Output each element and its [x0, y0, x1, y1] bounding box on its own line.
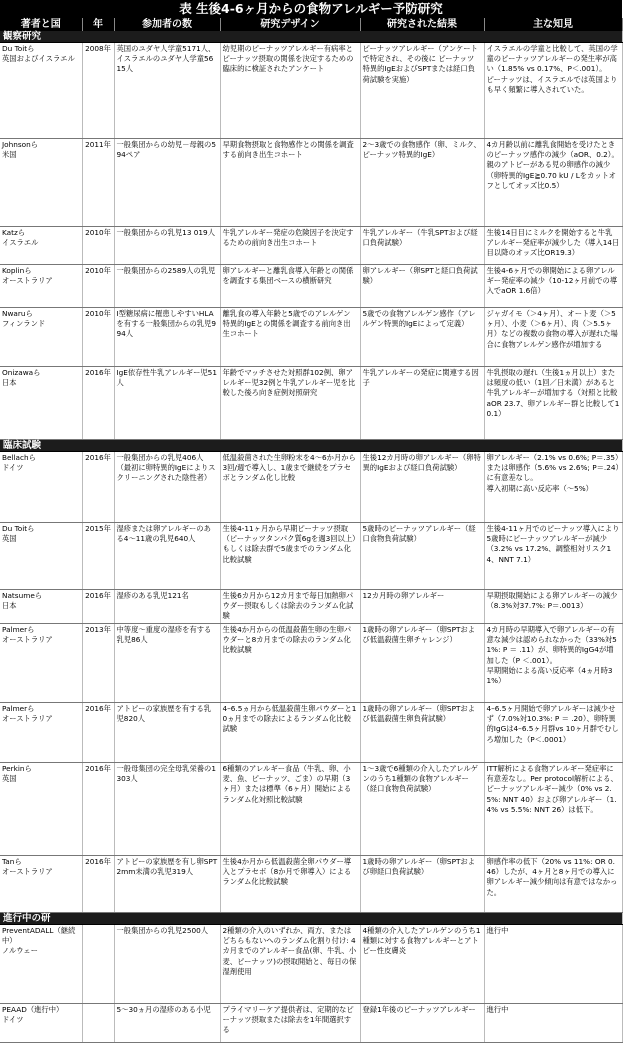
cell-participants: アトピーの家族歴を有し卵SPT2mm未満の乳児319人 [114, 856, 220, 913]
cell-design: 生後4か月から低温殺菌全卵パウダー導入とプラセボ（8か月で卵導入）によるランダム化比較試験 [220, 856, 360, 913]
cell-findings: 卵アレルギー（2.1% vs 0.6%; P＝.35）または卵感作（5.6% vs 2.6%; P＝.24）に有意差なし。 導入初期に高い反応率（～5%） [484, 452, 622, 523]
table-row [0, 856, 622, 913]
cell-author: Nwaruら フィンランド [0, 308, 82, 367]
cell-participants: 中等度～重度の湿疹を有する乳児86人 [114, 624, 220, 703]
cell-participants: 英国のユダヤ人学童5171人、イスラエルのユダヤ人学童5615人 [114, 43, 220, 139]
table-row [0, 452, 622, 523]
cell-findings: 生後14日目にミルクを開始すると牛乳アレルギー発症率が減少した（導入14日目以降のオッズ比OR19.3） [484, 227, 622, 265]
cell-author: Bellachら ドイツ [0, 452, 82, 523]
table-row [0, 227, 622, 265]
cell-outcome: 4種類の介入したアレルゲンのうち1種類に対する食物アレルギーとアトピー性皮膚炎 [360, 925, 484, 1004]
cell-year: 2010年 [82, 227, 114, 265]
cell-participants: 湿疹のある乳児121名 [114, 590, 220, 624]
cell-year: 2015年 [82, 523, 114, 590]
cell-year: 2016年 [82, 856, 114, 913]
table-row [0, 703, 622, 763]
table-row [0, 925, 622, 1004]
cell-design: 生後6カ月から12カ月まで毎日加熱卵パウダー摂取もしくは除去のランダム化試験 [220, 590, 360, 624]
cell-participants: I型糖尿病に罹患しやすいHLAを有する一般集団からの乳児994人 [114, 308, 220, 367]
cell-year: 2008年 [82, 43, 114, 139]
section-label: 臨床試験 [0, 440, 622, 452]
cell-author: Koplinら オーストラリア [0, 265, 82, 308]
header-participants: 参加者の数 [114, 18, 220, 31]
cell-findings: 牛乳摂取の遅れ（生後1ヵ月以上）または頻度の低い（1回／日未満）があると牛乳アレルギーが増加する（対照と比較 aOR 23.7、卵アレルギー群と比較して10.1） [484, 367, 622, 440]
cell-findings: 4カ月齢以前に離乳食開始を受けたときのピーナッツ感作の減少（aOR、0.2）。 親のアトピーがある児の卵感作の減少（卵特異的IgE≧0.70 kU / Lをカットオフとしてオッズ比0.5） [484, 139, 622, 227]
section-label: 進行中の研 [0, 913, 622, 925]
cell-findings: 4カ月時の早期導入で卵アレルギーの有意な減少は認められなかった（33%対51%: P ＝ .11）が、卵特異的IgG4が増加した（P ＜.001）。 早期開始による高い反応率（4ヵ月時31%） [484, 624, 622, 703]
header-year: 年 [82, 18, 114, 31]
cell-outcome: ピーナッツアレルギー（アンケートで特定され、その後に ピーナッツ特異的IgEおよびSPTまたは経口負荷試験を実施） [360, 43, 484, 139]
cell-author: Onizawaら 日本 [0, 367, 82, 440]
cell-findings: 早期摂取開始による卵アレルギーの減少（8.3%対37.7%: P＝.0013） [484, 590, 622, 624]
cell-findings: イスラエルの学童と比較して、英国の学童のピーナッツアレルギーの発生率が高い（1.85% vs 0.17%、P＜.001）。 ピーナッツは、イスラエルでは英国よりも早く頻繁に導入されていた。 [484, 43, 622, 139]
table-row [0, 139, 622, 227]
table-row [0, 590, 622, 624]
cell-participants: アトピーの家族歴を有する乳児820人 [114, 703, 220, 763]
table-row [0, 265, 622, 308]
cell-author: PEAAD（進行中） ドイツ [0, 1004, 82, 1043]
table-row [0, 624, 622, 703]
header-outcome: 研究された結果 [360, 18, 484, 31]
cell-outcome: 1歳時の卵アレルギー（卵SPTおよび卵経口負荷試験） [360, 856, 484, 913]
cell-author: Johnsonら 米国 [0, 139, 82, 227]
cell-year: 2016年 [82, 590, 114, 624]
cell-outcome: 牛乳アレルギーの発症に関連する因子 [360, 367, 484, 440]
cell-author: Du Toitら 英国およびイスラエル [0, 43, 82, 139]
cell-design: 生後4-11ヶ月から早期ピーナッツ摂取（ピーナッツタンパク質6gを週3回以上）もしくは除去群で5歳までのランダム化比較試験 [220, 523, 360, 590]
cell-outcome: 牛乳アレルギー（牛乳SPTおよび経口負荷試験） [360, 227, 484, 265]
cell-findings: 4–6.5ヶ月開始で卵アレルギーは減少せず（7.0%対10.3%: P ＝ .20）、卵特異的IgGは4–6.5ヶ月群vs 10ヶ月群でむしろ増加した（P＜.0001） [484, 703, 622, 763]
cell-participants: 一般集団からの乳児13 019人 [114, 227, 220, 265]
table-row [0, 763, 622, 856]
cell-design: プライマリーケア提供者は、定期的なピーナッツ摂取または除去を1年間選択する [220, 1004, 360, 1043]
cell-findings: 進行中 [484, 925, 622, 1004]
cell-author: Palmerら オーストラリア [0, 703, 82, 763]
cell-participants: 一般集団からの幼児－母親の594ペア [114, 139, 220, 227]
cell-design: 離乳食の導入年齢と5歳でのアレルゲン特異的IgEとの関係を調査する前向き出生コホート [220, 308, 360, 367]
table-row [0, 1004, 622, 1043]
cell-design: 卵アレルギーと離乳食導入年齢との関係を調査する集団ベースの横断研究 [220, 265, 360, 308]
cell-design: 生後4か月からの低温殺菌生卵の生卵パウダーと8カ月までの除去のランダム化比較試験 [220, 624, 360, 703]
cell-author: Perkinら 英国 [0, 763, 82, 856]
cell-outcome: 1歳時の卵アレルギー（卵SPTおよび低温殺菌生卵チャレンジ） [360, 624, 484, 703]
cell-outcome: 登録1年後のピーナッツアレルギー [360, 1004, 484, 1043]
cell-design: 牛乳アレルギー発症の危険因子を決定するための前向き出生コホート [220, 227, 360, 265]
cell-outcome: 卵アレルギー（卵SPTと経口負荷試験） [360, 265, 484, 308]
cell-year: 2010年 [82, 308, 114, 367]
cell-author: Katzら イスラエル [0, 227, 82, 265]
table-row [0, 523, 622, 590]
cell-design: 年齢でマッチさせた対照群102例、卵アレルギー児32例と牛乳アレルギー児を比較した後ろ向き症例対照研究 [220, 367, 360, 440]
cell-participants: 一般集団からの乳児406人（最初に卵特異的IgEによりスクリーニングされた陰性者） [114, 452, 220, 523]
cell-participants: 一般母集団の完全母乳栄養の1303人 [114, 763, 220, 856]
cell-design: 2種類の介入のいずれか、両方、またはどちらもないへのランダム化割り付け: 4カ月までのアレルギー食品(卵、牛乳、小麦、ピーナッツ)の摂取開始と、毎日の保湿剤使用 [220, 925, 360, 1004]
cell-findings: ITT解析による食物アレルギー発症率に有意差なし。Per protocol解析による、ピーナッツアレルギー減少（0% vs 2.5%: NNT 40）および卵アレルギー（1.4% vs 5.5%: NNT 26）は低下。 [484, 763, 622, 856]
header-author: 著者と国 [0, 18, 82, 31]
cell-design: 低温殺菌された生卵粉末を4～6か月から3回/週で導入し、1歳まで継続をプラセボとランダム化し比較 [220, 452, 360, 523]
cell-year: 2010年 [82, 265, 114, 308]
cell-findings: 卵感作率の低下（20% vs 11%: OR 0.46）したが、4ヶ月と8ヶ月での導入に卵アレルギー減少傾向は有意ではなかった。 [484, 856, 622, 913]
cell-participants: IgE依存性牛乳アレルギー児51人 [114, 367, 220, 440]
cell-findings: 進行中 [484, 1004, 622, 1043]
table-title: 表 生後4-6ヶ月からの食物アレルギー予防研究 [0, 0, 622, 18]
cell-year: 2016年 [82, 763, 114, 856]
cell-design: 早期食物摂取と食物感作との関係を調査する前向き出生コホート [220, 139, 360, 227]
cell-year: 2016年 [82, 703, 114, 763]
cell-outcome: 5歳での食物アレルゲン感作（アレルゲン特異的IgEによって定義） [360, 308, 484, 367]
cell-author: Palmerら オーストラリア [0, 624, 82, 703]
cell-design: 6種類のアレルギー食品（牛乳、卵、小麦、魚、ピーナッツ、ごま）の早期（3ヶ月）または標準（6ヶ月）開始によるランダム化対照比較試験 [220, 763, 360, 856]
cell-year: 2016年 [82, 367, 114, 440]
cell-findings: ジャガイモ（＞4ヶ月）、オート麦（＞5ヶ月）、小麦（＞6ヶ月）、肉（＞5.5ヶ月）などの複数の食物の導入が遅れた場合に食物アレルゲン感作が増加する [484, 308, 622, 367]
cell-year: 2016年 [82, 452, 114, 523]
cell-participants: 5～30ヵ月の湿疹のある小児 [114, 1004, 220, 1043]
cell-year [82, 925, 114, 1004]
cell-participants: 湿疹または卵アレルギーのある4～11歳の乳児640人 [114, 523, 220, 590]
cell-design: 幼児期のピーナッツアレルギー有病率とピーナッツ摂取の関係を決定するための臨床的に検証されたアンケート [220, 43, 360, 139]
section-header-row [0, 440, 622, 452]
cell-outcome: 生後12カ月時の卵アレルギー（卵特異的IgEおよび経口負荷試験） [360, 452, 484, 523]
cell-year: 2013年 [82, 624, 114, 703]
cell-year: 2011年 [82, 139, 114, 227]
cell-outcome: 2～3歳での食物感作（卵、ミルク、ピーナッツ特異的IgE） [360, 139, 484, 227]
cell-findings: 生後4-6ヶ月での卵開始による卵アレルギー発症率の減少（10-12ヶ月前での導入でaOR 1.6倍） [484, 265, 622, 308]
cell-findings: 生後4-11ヶ月でのピーナッツ導入により5歳時にピーナッツアレルギーが減少（3.2% vs 17.2%、調整相対リスク14、NNT 7.1） [484, 523, 622, 590]
studies-table [0, 18, 623, 1043]
cell-outcome: 1歳時の卵アレルギー（卵SPTおよび低温殺菌生卵負荷試験） [360, 703, 484, 763]
header-findings: 主な知見 [484, 18, 622, 31]
table-row [0, 367, 622, 440]
table-row [0, 308, 622, 367]
cell-outcome: 1～3歳で6種類の介入したアレルゲンのうち1種類の食物アレルギー（経口食物負荷試験） [360, 763, 484, 856]
cell-outcome: 5歳時のピーナッツアレルギー（経口食物負荷試験） [360, 523, 484, 590]
cell-author: Tanら オーストラリア [0, 856, 82, 913]
header-row [0, 18, 622, 31]
section-label: 観察研究 [0, 31, 622, 43]
cell-participants: 一般集団からの2589人の乳児 [114, 265, 220, 308]
header-design: 研究デザイン [220, 18, 360, 31]
cell-author: Natsumeら 日本 [0, 590, 82, 624]
cell-outcome: 12カ月時の卵アレルギー [360, 590, 484, 624]
cell-author: Du Toitら 英国 [0, 523, 82, 590]
cell-year [82, 1004, 114, 1043]
cell-author: PreventADALL（継続中） ノルウェー [0, 925, 82, 1004]
table-row [0, 43, 622, 139]
section-header-row [0, 913, 622, 925]
section-header-row [0, 31, 622, 43]
cell-participants: 一般集団からの乳児2500人 [114, 925, 220, 1004]
cell-design: 4–6.5ヵ月から低温殺菌生卵パウダーと10ヵ月までの除去によるランダム化比較試験 [220, 703, 360, 763]
